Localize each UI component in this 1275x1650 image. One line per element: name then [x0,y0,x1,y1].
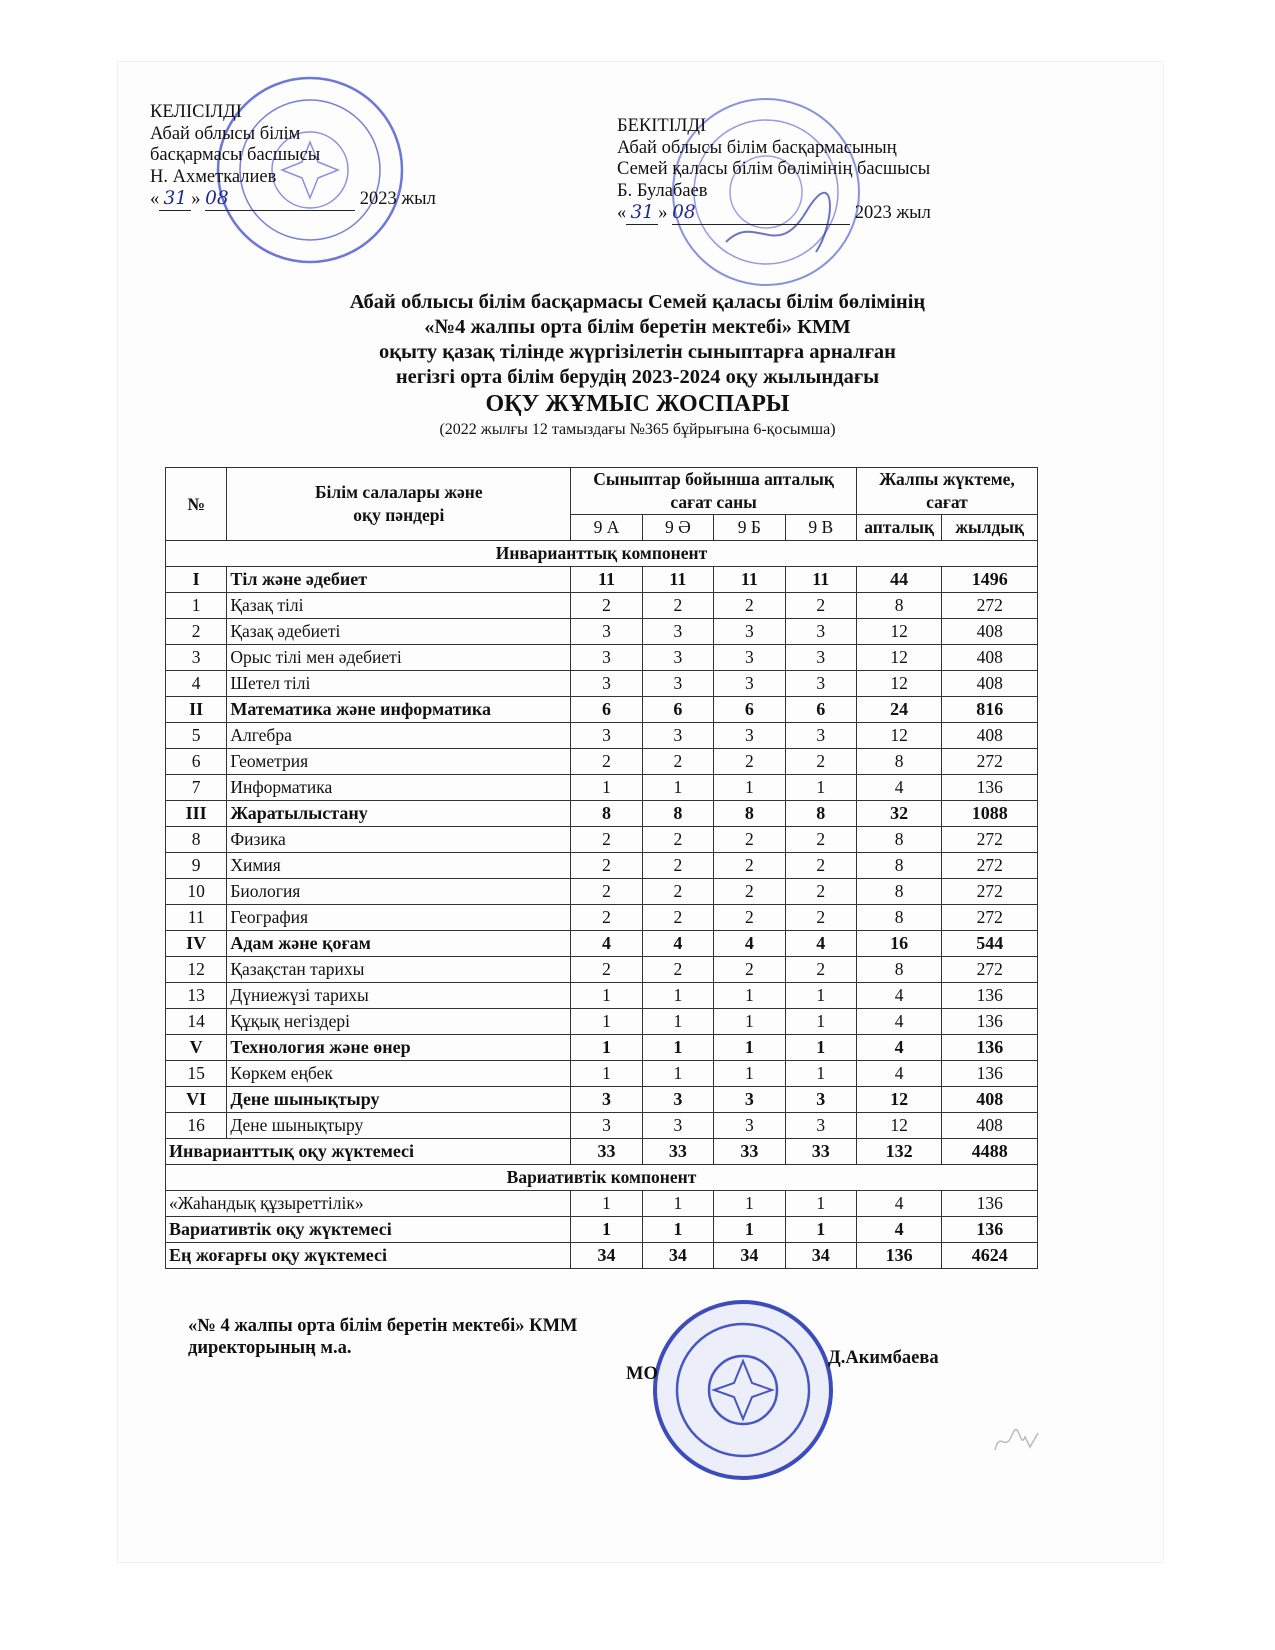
cell-number: 4 [166,671,227,697]
cell-9ae: 2 [642,593,713,619]
cell-9v: 1 [785,1061,856,1087]
agreed-block [150,102,436,211]
approved-signatory: Б. Булабаев [617,180,708,201]
cell-yearly: 136 [942,1217,1038,1243]
cell-subject: Дене шынықтыру [227,1113,571,1139]
variative-subject-row [166,1191,1038,1217]
cell-9v: 1 [785,1009,856,1035]
cell-9a: 2 [571,749,642,775]
cell-yearly: 272 [942,879,1038,905]
table-row [166,905,1038,931]
cell-yearly: 136 [942,1061,1038,1087]
cell-9b: 1 [714,1217,785,1243]
cell-weekly: 4 [856,1009,941,1035]
cell-9a: 1 [571,1061,642,1087]
cell-weekly: 12 [856,1113,941,1139]
cell-9ae: 11 [642,567,713,593]
cell-9a: 3 [571,1087,642,1113]
cell-weekly: 12 [856,723,941,749]
cell-weekly: 12 [856,645,941,671]
cell-9a: 2 [571,827,642,853]
signature-block [188,1315,578,1359]
table-row [166,827,1038,853]
approved-block [617,116,931,225]
cell-subject: Тіл және әдебиет [227,567,571,593]
agreed-line-2: басқармасы басшысы [150,145,321,165]
cell-9ae: 3 [642,671,713,697]
cell-9ae: 1 [642,1061,713,1087]
cell-weekly: 4 [856,983,941,1009]
title-main: ОҚУ ЖҰМЫС ЖОСПАРЫ [485,391,790,417]
cell-9v: 2 [785,593,856,619]
agreed-date-day: 31 [159,188,191,211]
director-name: Д.Акимбаева [828,1348,939,1368]
cell-9a: 3 [571,723,642,749]
cell-number: 10 [166,879,227,905]
header-class-9a: 9 А [571,515,642,541]
cell-9v: 3 [785,645,856,671]
cell-subject: Алгебра [227,723,571,749]
table-row [166,593,1038,619]
cell-number: 11 [166,905,227,931]
cell-9b: 3 [714,671,785,697]
header-class-9v: 9 В [785,515,856,541]
cell-9b: 8 [714,801,785,827]
table-row [166,645,1038,671]
cell-number: 3 [166,645,227,671]
cell-number: 1 [166,593,227,619]
cell-9v: 34 [785,1243,856,1269]
cell-9b: 3 [714,1113,785,1139]
cell-label: Ең жоғарғы оқу жүктемесі [166,1243,571,1269]
cell-9a: 2 [571,593,642,619]
curriculum-table [165,467,1038,1269]
cell-yearly: 1496 [942,567,1038,593]
cell-weekly: 12 [856,1087,941,1113]
header-yearly: жылдық [942,515,1038,541]
cell-9ae: 6 [642,697,713,723]
cell-9v: 11 [785,567,856,593]
school-stamp [648,1295,838,1485]
cell-9v: 8 [785,801,856,827]
cell-weekly: 4 [856,1191,941,1217]
table-section-row [166,801,1038,827]
header-weekly-hours: Сыныптар бойынша апталық сағат саны [571,468,857,515]
cell-number: 5 [166,723,227,749]
table-row [166,671,1038,697]
cell-9a: 4 [571,931,642,957]
cell-9ae: 2 [642,905,713,931]
title-line-3: оқыту қазақ тілінде жүргізілетін сыныптарға арналған [378,341,896,363]
cell-yearly: 816 [942,697,1038,723]
cell-weekly: 4 [856,1061,941,1087]
cell-yearly: 136 [942,983,1038,1009]
cell-9ae: 33 [642,1139,713,1165]
cell-9b: 2 [714,749,785,775]
cell-subject: Дүниежүзі тарихы [227,983,571,1009]
cell-number: 8 [166,827,227,853]
cell-number: 6 [166,749,227,775]
cell-yearly: 272 [942,905,1038,931]
cell-number: 15 [166,1061,227,1087]
approved-date-year: 2023 жыл [854,203,931,223]
footer-role: директорының м.а. [188,1338,352,1358]
approved-line-1: Абай облысы білім басқармасының [617,137,897,158]
cell-9b: 3 [714,645,785,671]
cell-yearly: 272 [942,749,1038,775]
cell-9a: 3 [571,645,642,671]
cell-weekly: 12 [856,671,941,697]
table-row [166,853,1038,879]
cell-weekly: 8 [856,749,941,775]
cell-number: 12 [166,957,227,983]
cell-9ae: 4 [642,931,713,957]
cell-9ae: 3 [642,1113,713,1139]
cell-subject: Математика және информатика [227,697,571,723]
cell-yearly: 4624 [942,1243,1038,1269]
cell-subject: Қазақстан тарихы [227,957,571,983]
cell-subject: Дене шынықтыру [227,1087,571,1113]
cell-yearly: 272 [942,593,1038,619]
cell-9a: 1 [571,1191,642,1217]
cell-weekly: 8 [856,827,941,853]
cell-9ae: 3 [642,1087,713,1113]
cell-9v: 6 [785,697,856,723]
agreed-heading: КЕЛІСІЛДІ [150,102,242,122]
cell-9a: 11 [571,567,642,593]
cell-9v: 2 [785,957,856,983]
cell-weekly: 4 [856,775,941,801]
footer-school: «№ 4 жалпы орта білім беретін мектебі» КММ [188,1316,578,1336]
cell-9ae: 1 [642,1035,713,1061]
cell-9v: 2 [785,749,856,775]
cell-yearly: 136 [942,1009,1038,1035]
cell-9v: 3 [785,1087,856,1113]
table-row [166,723,1038,749]
cell-9v: 2 [785,905,856,931]
max-total-row [166,1243,1038,1269]
cell-9v: 4 [785,931,856,957]
handwritten-mark [990,1425,1050,1455]
cell-9v: 1 [785,775,856,801]
cell-9b: 1 [714,983,785,1009]
cell-9a: 6 [571,697,642,723]
cell-9ae: 34 [642,1243,713,1269]
title-line-1: Абай облысы білім басқармасы Семей қаласы білім бөлімінің [349,291,926,313]
cell-weekly: 24 [856,697,941,723]
cell-subject: Геометрия [227,749,571,775]
cell-9a: 3 [571,1113,642,1139]
cell-number: 2 [166,619,227,645]
cell-9v: 33 [785,1139,856,1165]
cell-yearly: 4488 [942,1139,1038,1165]
cell-9a: 1 [571,1217,642,1243]
cell-weekly: 132 [856,1139,941,1165]
cell-9a: 1 [571,1035,642,1061]
cell-9v: 1 [785,1217,856,1243]
title-line-2: «№4 жалпы орта білім беретін мектебі» КММ [424,316,851,338]
header-weekly: апталық [856,515,941,541]
cell-weekly: 8 [856,879,941,905]
header-class-9ae: 9 Ә [642,515,713,541]
seal-place-label: МО [626,1364,658,1384]
cell-9a: 33 [571,1139,642,1165]
approved-date: « 31 » 08 2023 жыл [617,202,931,223]
cell-9b: 11 [714,567,785,593]
cell-9ae: 2 [642,957,713,983]
cell-weekly: 8 [856,593,941,619]
cell-9b: 4 [714,931,785,957]
cell-9ae: 1 [642,1191,713,1217]
agreed-date-month: 08 [205,188,355,211]
cell-subject: Физика [227,827,571,853]
approved-line-2: Семей қаласы білім бөлімінің басшысы [617,159,931,179]
header-class-9b: 9 Б [714,515,785,541]
cell-9b: 3 [714,619,785,645]
cell-9a: 8 [571,801,642,827]
cell-9a: 3 [571,619,642,645]
cell-9v: 2 [785,827,856,853]
invariant-total-row [166,1139,1038,1165]
cell-9ae: 2 [642,827,713,853]
table-row [166,1061,1038,1087]
cell-weekly: 12 [856,619,941,645]
cell-yearly: 408 [942,1087,1038,1113]
cell-number: III [166,801,227,827]
cell-yearly: 136 [942,775,1038,801]
cell-9b: 33 [714,1139,785,1165]
section-variative: Вариативтік компонент [166,1165,1038,1191]
header-total-load: Жалпы жүктеме, сағат [856,468,1037,515]
cell-9b: 1 [714,1061,785,1087]
cell-weekly: 136 [856,1243,941,1269]
cell-weekly: 16 [856,931,941,957]
cell-9b: 2 [714,853,785,879]
cell-9v: 1 [785,983,856,1009]
cell-9ae: 1 [642,1009,713,1035]
section-row [166,1165,1038,1191]
cell-9b: 1 [714,1009,785,1035]
cell-weekly: 8 [856,905,941,931]
cell-weekly: 8 [856,853,941,879]
header-subjects: Білім салалары және оқу пәндері [227,468,571,541]
cell-subject: Адам және қоғам [227,931,571,957]
title-line-4: негізгі орта білім берудің 2023-2024 оқу жылындағы [395,366,880,388]
cell-9ae: 8 [642,801,713,827]
cell-9b: 34 [714,1243,785,1269]
cell-9ae: 1 [642,1217,713,1243]
cell-subject: География [227,905,571,931]
header-number: № [166,468,227,541]
cell-yearly: 272 [942,827,1038,853]
cell-number: II [166,697,227,723]
table-row [166,879,1038,905]
agreed-date: « 31 » 08 2023 жыл [150,188,436,209]
cell-9v: 3 [785,671,856,697]
document-title [0,290,1275,441]
cell-number: 14 [166,1009,227,1035]
cell-yearly: 408 [942,723,1038,749]
cell-yearly: 136 [942,1191,1038,1217]
cell-yearly: 408 [942,1113,1038,1139]
approved-heading: БЕКІТІЛДІ [617,116,707,136]
table-row [166,1113,1038,1139]
cell-label: «Жаһандық құзыреттілік» [166,1191,571,1217]
cell-number: 13 [166,983,227,1009]
cell-9ae: 3 [642,723,713,749]
approved-date-month: 08 [672,202,850,225]
section-invariant: Инварианттық компонент [166,541,1038,567]
cell-9v: 1 [785,1035,856,1061]
cell-weekly: 4 [856,1217,941,1243]
cell-subject: Информатика [227,775,571,801]
agreed-signatory: Н. Ахметкалиев [150,166,277,187]
variative-total-row [166,1217,1038,1243]
cell-9b: 1 [714,1035,785,1061]
table-row [166,957,1038,983]
cell-number: VI [166,1087,227,1113]
cell-9a: 3 [571,671,642,697]
cell-9b: 2 [714,879,785,905]
cell-9ae: 2 [642,749,713,775]
cell-subject: Химия [227,853,571,879]
cell-subject: Қазақ әдебиеті [227,619,571,645]
cell-label: Вариативтік оқу жүктемесі [166,1217,571,1243]
cell-weekly: 4 [856,1035,941,1061]
cell-9ae: 1 [642,775,713,801]
cell-subject: Орыс тілі мен әдебиеті [227,645,571,671]
cell-subject: Қазақ тілі [227,593,571,619]
cell-yearly: 136 [942,1035,1038,1061]
table-row [166,983,1038,1009]
cell-weekly: 44 [856,567,941,593]
agreed-line-1: Абай облысы білім [150,123,301,144]
cell-yearly: 544 [942,931,1038,957]
cell-9b: 2 [714,905,785,931]
cell-9b: 1 [714,775,785,801]
table-section-row [166,931,1038,957]
cell-9v: 1 [785,1191,856,1217]
cell-9ae: 3 [642,645,713,671]
cell-weekly: 8 [856,957,941,983]
cell-9ae: 2 [642,853,713,879]
cell-9a: 1 [571,775,642,801]
cell-number: IV [166,931,227,957]
cell-9v: 3 [785,619,856,645]
cell-subject: Көркем еңбек [227,1061,571,1087]
table-row [166,619,1038,645]
cell-9a: 2 [571,879,642,905]
cell-9a: 34 [571,1243,642,1269]
cell-9b: 2 [714,827,785,853]
title-note: (2022 жылғы 12 тамыздағы №365 бұйрығына 6-қосымша) [439,421,836,438]
cell-number: 7 [166,775,227,801]
cell-label: Инварианттық оқу жүктемесі [166,1139,571,1165]
cell-9b: 2 [714,957,785,983]
cell-9v: 2 [785,853,856,879]
cell-subject: Шетел тілі [227,671,571,697]
cell-number: I [166,567,227,593]
table-row [166,775,1038,801]
cell-9a: 1 [571,1009,642,1035]
cell-subject: Құқық негіздері [227,1009,571,1035]
table-row [166,749,1038,775]
cell-yearly: 408 [942,671,1038,697]
cell-9a: 2 [571,905,642,931]
table-row [166,1009,1038,1035]
cell-subject: Биология [227,879,571,905]
agreed-date-year: 2023 жыл [359,189,436,209]
cell-9v: 3 [785,723,856,749]
cell-9b: 3 [714,723,785,749]
approved-date-day: 31 [626,202,658,225]
cell-9a: 1 [571,983,642,1009]
cell-9b: 3 [714,1087,785,1113]
cell-9ae: 1 [642,983,713,1009]
cell-9b: 1 [714,1191,785,1217]
cell-yearly: 408 [942,619,1038,645]
cell-9a: 2 [571,853,642,879]
cell-yearly: 272 [942,853,1038,879]
cell-9b: 6 [714,697,785,723]
table-section-row [166,1035,1038,1061]
cell-9a: 2 [571,957,642,983]
table-section-row [166,1087,1038,1113]
cell-yearly: 272 [942,957,1038,983]
cell-subject: Жаратылыстану [227,801,571,827]
cell-number: 9 [166,853,227,879]
cell-9v: 2 [785,879,856,905]
cell-number: 16 [166,1113,227,1139]
cell-9v: 3 [785,1113,856,1139]
cell-9b: 2 [714,593,785,619]
cell-9ae: 2 [642,879,713,905]
table-section-row [166,697,1038,723]
cell-number: V [166,1035,227,1061]
cell-subject: Технология және өнер [227,1035,571,1061]
cell-weekly: 32 [856,801,941,827]
table-section-row [166,567,1038,593]
cell-9ae: 3 [642,619,713,645]
cell-yearly: 1088 [942,801,1038,827]
cell-yearly: 408 [942,645,1038,671]
